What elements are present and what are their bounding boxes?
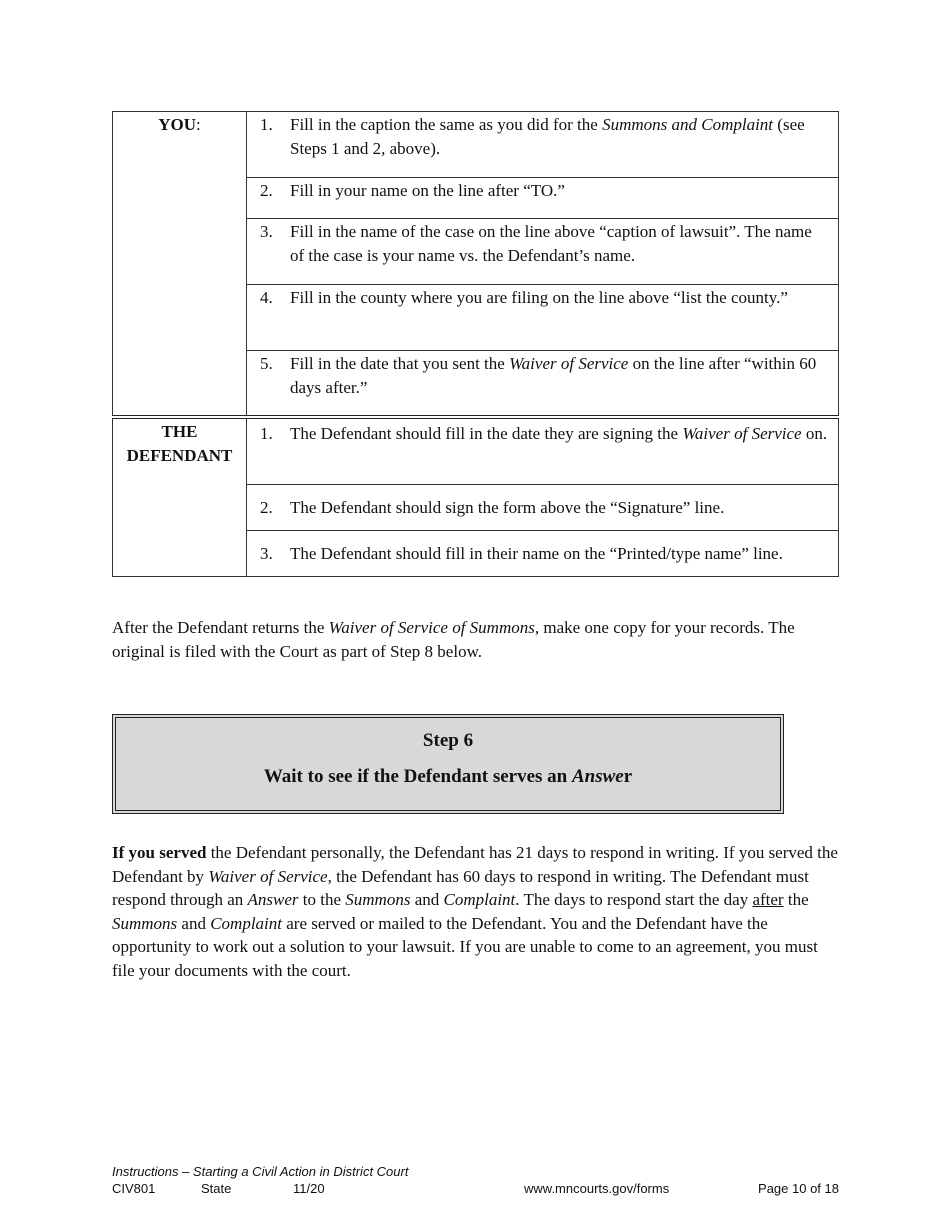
page-footer	[112, 1163, 839, 1197]
item-text: Fill in your name on the line after “TO.”	[290, 181, 565, 200]
item-text: The Defendant should fill in their name on the “Printed/type name” line.	[290, 543, 783, 563]
item-number: 3.	[260, 543, 273, 563]
footer-url: www.mncourts.gov/forms	[524, 1181, 670, 1196]
step-6-box	[112, 714, 784, 814]
you-label: YOU	[158, 115, 197, 134]
item-number: 1.	[260, 423, 273, 443]
item-number: 2.	[260, 181, 273, 200]
you-item-5	[247, 351, 839, 417]
after-return-paragraph: After the Defendant returns the Waiver of Service of Summons, make one copy for your records. The original is filed with the Court as part of Step 8 below.	[112, 618, 795, 661]
defendant-item-2	[247, 485, 839, 531]
step-subtitle: Wait to see if the Defendant serves an Answer	[263, 766, 633, 787]
item-number: 5.	[260, 354, 273, 373]
item-text: The Defendant should fill in the date they are signing the Waiver of Service on.	[290, 423, 828, 443]
you-item-3	[247, 219, 839, 285]
instructions-table-wrapper	[112, 111, 839, 663]
item-number: 2.	[260, 497, 273, 517]
step-title: Step 6	[422, 730, 474, 751]
item-number: 1.	[260, 115, 273, 134]
you-label-cell	[113, 112, 247, 417]
defendant-item-3	[247, 531, 839, 577]
item-text: The Defendant should sign the form above the “Signature” line.	[290, 497, 725, 517]
footer-revision-date: 11/20	[293, 1181, 325, 1196]
defendant-item-1	[247, 417, 839, 485]
you-label-colon: :	[196, 115, 201, 134]
item-number: 3.	[260, 222, 273, 241]
item-text: Fill in the caption the same as you did for the Summons and Complaint (see Steps 1 and 2, above).	[290, 115, 805, 158]
item-text: Fill in the county where you are filing on the line above “list the county.”	[290, 288, 788, 307]
you-item-2	[247, 178, 839, 219]
item-text: Fill in the name of the case on the line above “caption of lawsuit”. The name of the case is your name vs. the Defendant’s name.	[290, 222, 812, 265]
instructions-table	[112, 111, 839, 577]
defendant-label-line2: DEFENDANT	[126, 445, 233, 465]
response-time-paragraph: If you served the Defendant personally, the Defendant has 21 days to respond in writing. If you served the Defendant by Waiver of Service, the Defendant has 60 days to respond in writing. The Defendant must respond through an Answer to the Summons and Complaint. The days to respond start the day after the Summons and Complaint are served or mailed to the Defendant. You and the Defendant have the opportunity to work out a solution to your lawsuit. If you are unable to come to an agreement, you must file your documents with the court.	[112, 843, 838, 980]
you-item-4	[247, 285, 839, 351]
footer-form-code: CIV801	[112, 1181, 156, 1196]
footer-jurisdiction: State	[201, 1181, 232, 1196]
defendant-label-cell	[113, 417, 247, 577]
defendant-label-line1: THE	[161, 421, 198, 441]
item-number: 4.	[260, 288, 273, 307]
footer-title: Instructions – Starting a Civil Action in District Court	[112, 1164, 409, 1179]
footer-page-number: Page 10 of 18	[758, 1181, 839, 1196]
item-text: Fill in the date that you sent the Waiver of Service on the line after “within 60 days after.”	[290, 354, 817, 397]
you-item-1	[247, 112, 839, 178]
